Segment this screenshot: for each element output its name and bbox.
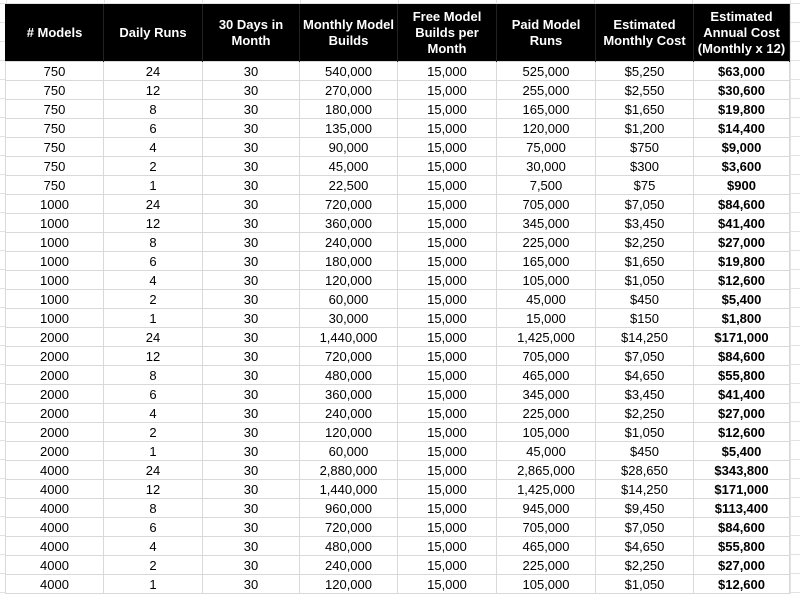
cell-annual-cost[interactable]: $171,000 <box>694 480 790 499</box>
table-row <box>6 233 790 252</box>
cell-monthly-builds[interactable]: 45,000 <box>300 157 398 176</box>
cell-monthly-builds[interactable]: 240,000 <box>300 233 398 252</box>
cell-daily-runs[interactable]: 8 <box>104 233 203 252</box>
cell-annual-cost[interactable]: $5,400 <box>694 442 790 461</box>
cell-models[interactable]: 4000 <box>6 556 104 575</box>
table-row <box>6 518 790 537</box>
cell-annual-cost[interactable]: $63,000 <box>694 62 790 81</box>
cell-daily-runs[interactable]: 6 <box>104 518 203 537</box>
cell-monthly-cost[interactable]: $150 <box>596 309 694 328</box>
table-row <box>6 499 790 518</box>
cell-days[interactable]: 30 <box>203 271 300 290</box>
cell-models[interactable]: 750 <box>6 176 104 195</box>
cell-monthly-builds[interactable]: 240,000 <box>300 404 398 423</box>
cell-days[interactable]: 30 <box>203 423 300 442</box>
table-body <box>6 62 790 594</box>
table-row <box>6 385 790 404</box>
cell-paid-runs[interactable]: 705,000 <box>497 195 596 214</box>
header-monthly-builds[interactable]: Monthly Model Builds <box>300 5 398 62</box>
cell-monthly-cost[interactable]: $1,050 <box>596 423 694 442</box>
cell-days[interactable]: 30 <box>203 499 300 518</box>
cell-monthly-builds[interactable]: 60,000 <box>300 290 398 309</box>
cell-monthly-builds[interactable]: 720,000 <box>300 518 398 537</box>
cell-monthly-builds[interactable]: 120,000 <box>300 423 398 442</box>
cell-models[interactable]: 2000 <box>6 423 104 442</box>
cell-monthly-builds[interactable]: 360,000 <box>300 385 398 404</box>
cell-daily-runs[interactable]: 8 <box>104 100 203 119</box>
cell-days[interactable]: 30 <box>203 575 300 594</box>
cell-daily-runs[interactable]: 4 <box>104 138 203 157</box>
cell-daily-runs[interactable]: 8 <box>104 499 203 518</box>
cell-daily-runs[interactable]: 1 <box>104 176 203 195</box>
cell-monthly-cost[interactable]: $2,550 <box>596 81 694 100</box>
cell-days[interactable]: 30 <box>203 81 300 100</box>
cell-monthly-builds[interactable]: 180,000 <box>300 100 398 119</box>
cell-monthly-cost[interactable]: $4,650 <box>596 537 694 556</box>
cell-models[interactable]: 4000 <box>6 537 104 556</box>
cell-daily-runs[interactable]: 24 <box>104 62 203 81</box>
cell-days[interactable]: 30 <box>203 461 300 480</box>
cell-paid-runs[interactable]: 225,000 <box>497 404 596 423</box>
cell-monthly-builds[interactable]: 180,000 <box>300 252 398 271</box>
cell-monthly-cost[interactable]: $3,450 <box>596 214 694 233</box>
cell-models[interactable]: 4000 <box>6 575 104 594</box>
cell-monthly-cost[interactable]: $75 <box>596 176 694 195</box>
cell-paid-runs[interactable]: 1,425,000 <box>497 328 596 347</box>
cell-annual-cost[interactable]: $27,000 <box>694 233 790 252</box>
cell-paid-runs[interactable]: 45,000 <box>497 290 596 309</box>
cell-daily-runs[interactable]: 12 <box>104 214 203 233</box>
cell-monthly-builds[interactable]: 30,000 <box>300 309 398 328</box>
cell-annual-cost[interactable]: $84,600 <box>694 518 790 537</box>
table-row <box>6 480 790 499</box>
table-row <box>6 309 790 328</box>
cell-daily-runs[interactable]: 12 <box>104 480 203 499</box>
table-row <box>6 575 790 594</box>
cell-models[interactable]: 1000 <box>6 195 104 214</box>
cell-models[interactable]: 2000 <box>6 404 104 423</box>
cell-annual-cost[interactable]: $113,400 <box>694 499 790 518</box>
cell-models[interactable]: 4000 <box>6 518 104 537</box>
cell-free-builds[interactable]: 15,000 <box>398 423 497 442</box>
cell-paid-runs[interactable]: 465,000 <box>497 366 596 385</box>
cell-days[interactable]: 30 <box>203 347 300 366</box>
cell-free-builds[interactable]: 15,000 <box>398 480 497 499</box>
table-row <box>6 290 790 309</box>
cell-models[interactable]: 750 <box>6 157 104 176</box>
table-row <box>6 328 790 347</box>
cell-free-builds[interactable]: 15,000 <box>398 195 497 214</box>
cell-annual-cost[interactable]: $55,800 <box>694 366 790 385</box>
cell-free-builds[interactable]: 15,000 <box>398 62 497 81</box>
cell-monthly-builds[interactable]: 540,000 <box>300 62 398 81</box>
cell-monthly-cost[interactable]: $1,200 <box>596 119 694 138</box>
cell-daily-runs[interactable]: 1 <box>104 575 203 594</box>
cell-monthly-builds[interactable]: 60,000 <box>300 442 398 461</box>
table-row <box>6 100 790 119</box>
cell-models[interactable]: 1000 <box>6 271 104 290</box>
cell-daily-runs[interactable]: 8 <box>104 366 203 385</box>
cell-daily-runs[interactable]: 2 <box>104 423 203 442</box>
cell-daily-runs[interactable]: 2 <box>104 157 203 176</box>
cell-models[interactable]: 1000 <box>6 214 104 233</box>
cell-monthly-cost[interactable]: $3,450 <box>596 385 694 404</box>
cell-models[interactable]: 1000 <box>6 309 104 328</box>
cell-daily-runs[interactable]: 1 <box>104 442 203 461</box>
cell-days[interactable]: 30 <box>203 385 300 404</box>
cell-paid-runs[interactable]: 30,000 <box>497 157 596 176</box>
cell-annual-cost[interactable]: $12,600 <box>694 423 790 442</box>
cell-models[interactable]: 2000 <box>6 366 104 385</box>
cell-models[interactable]: 4000 <box>6 499 104 518</box>
cell-annual-cost[interactable]: $12,600 <box>694 575 790 594</box>
cell-free-builds[interactable]: 15,000 <box>398 461 497 480</box>
cell-days[interactable]: 30 <box>203 157 300 176</box>
cell-monthly-builds[interactable]: 480,000 <box>300 366 398 385</box>
cell-days[interactable]: 30 <box>203 119 300 138</box>
cell-annual-cost[interactable]: $343,800 <box>694 461 790 480</box>
cell-free-builds[interactable]: 15,000 <box>398 328 497 347</box>
cell-annual-cost[interactable]: $9,000 <box>694 138 790 157</box>
header-models[interactable]: # Models <box>6 5 104 62</box>
header-row <box>6 5 790 62</box>
cell-monthly-cost[interactable]: $28,650 <box>596 461 694 480</box>
cell-annual-cost[interactable]: $900 <box>694 176 790 195</box>
cell-daily-runs[interactable]: 2 <box>104 290 203 309</box>
cell-free-builds[interactable]: 15,000 <box>398 214 497 233</box>
cell-monthly-builds[interactable]: 360,000 <box>300 214 398 233</box>
cell-free-builds[interactable]: 15,000 <box>398 119 497 138</box>
cell-free-builds[interactable]: 15,000 <box>398 404 497 423</box>
cell-free-builds[interactable]: 15,000 <box>398 157 497 176</box>
cell-models[interactable]: 2000 <box>6 328 104 347</box>
cell-monthly-builds[interactable]: 720,000 <box>300 347 398 366</box>
cell-daily-runs[interactable]: 12 <box>104 81 203 100</box>
table-row <box>6 271 790 290</box>
cell-monthly-builds[interactable]: 120,000 <box>300 575 398 594</box>
table-row <box>6 138 790 157</box>
cell-paid-runs[interactable]: 105,000 <box>497 423 596 442</box>
header-annual-cost[interactable]: Estimated Annual Cost (Monthly x 12) <box>694 5 790 62</box>
cell-monthly-builds[interactable]: 90,000 <box>300 138 398 157</box>
cell-monthly-cost[interactable]: $1,650 <box>596 100 694 119</box>
cell-monthly-cost[interactable]: $4,650 <box>596 366 694 385</box>
cell-days[interactable]: 30 <box>203 100 300 119</box>
cost-estimate-table <box>5 4 790 594</box>
cell-annual-cost[interactable]: $84,600 <box>694 195 790 214</box>
cell-free-builds[interactable]: 15,000 <box>398 252 497 271</box>
cell-days[interactable]: 30 <box>203 252 300 271</box>
cell-days[interactable]: 30 <box>203 518 300 537</box>
cell-models[interactable]: 1000 <box>6 252 104 271</box>
cell-monthly-builds[interactable]: 270,000 <box>300 81 398 100</box>
cell-paid-runs[interactable]: 345,000 <box>497 385 596 404</box>
cell-days[interactable]: 30 <box>203 366 300 385</box>
cell-annual-cost[interactable]: $171,000 <box>694 328 790 347</box>
cell-monthly-cost[interactable]: $1,050 <box>596 271 694 290</box>
cell-paid-runs[interactable]: 75,000 <box>497 138 596 157</box>
cell-daily-runs[interactable]: 4 <box>104 404 203 423</box>
cell-annual-cost[interactable]: $19,800 <box>694 100 790 119</box>
cell-free-builds[interactable]: 15,000 <box>398 138 497 157</box>
cell-models[interactable]: 4000 <box>6 480 104 499</box>
cell-monthly-builds[interactable]: 480,000 <box>300 537 398 556</box>
cell-models[interactable]: 750 <box>6 100 104 119</box>
cell-monthly-cost[interactable]: $1,650 <box>596 252 694 271</box>
cell-monthly-cost[interactable]: $300 <box>596 157 694 176</box>
cell-monthly-cost[interactable]: $2,250 <box>596 556 694 575</box>
table-row <box>6 62 790 81</box>
cell-paid-runs[interactable]: 225,000 <box>497 233 596 252</box>
cell-days[interactable]: 30 <box>203 62 300 81</box>
cell-free-builds[interactable]: 15,000 <box>398 518 497 537</box>
table-row <box>6 556 790 575</box>
cell-days[interactable]: 30 <box>203 176 300 195</box>
cell-free-builds[interactable]: 15,000 <box>398 309 497 328</box>
cell-annual-cost[interactable]: $5,400 <box>694 290 790 309</box>
cell-free-builds[interactable]: 15,000 <box>398 290 497 309</box>
cell-days[interactable]: 30 <box>203 537 300 556</box>
cell-free-builds[interactable]: 15,000 <box>398 233 497 252</box>
table-row <box>6 537 790 556</box>
table-row <box>6 252 790 271</box>
cell-annual-cost[interactable]: $19,800 <box>694 252 790 271</box>
table-row <box>6 347 790 366</box>
cell-paid-runs[interactable]: 165,000 <box>497 252 596 271</box>
header-daily-runs[interactable]: Daily Runs <box>104 5 203 62</box>
cell-models[interactable]: 750 <box>6 119 104 138</box>
cell-daily-runs[interactable]: 6 <box>104 385 203 404</box>
table-row <box>6 119 790 138</box>
cell-daily-runs[interactable]: 24 <box>104 461 203 480</box>
cell-monthly-cost[interactable]: $450 <box>596 290 694 309</box>
cell-monthly-builds[interactable]: 22,500 <box>300 176 398 195</box>
cell-days[interactable]: 30 <box>203 404 300 423</box>
cell-days[interactable]: 30 <box>203 290 300 309</box>
cell-paid-runs[interactable]: 705,000 <box>497 347 596 366</box>
cell-free-builds[interactable]: 15,000 <box>398 271 497 290</box>
table-row <box>6 176 790 195</box>
cell-annual-cost[interactable]: $30,600 <box>694 81 790 100</box>
cell-free-builds[interactable]: 15,000 <box>398 347 497 366</box>
table-row <box>6 461 790 480</box>
header-days-in-month[interactable]: 30 Days in Month <box>203 5 300 62</box>
header-monthly-cost[interactable]: Estimated Monthly Cost <box>596 5 694 62</box>
cell-monthly-builds[interactable]: 120,000 <box>300 271 398 290</box>
cell-paid-runs[interactable]: 7,500 <box>497 176 596 195</box>
table-row <box>6 157 790 176</box>
cell-paid-runs[interactable]: 105,000 <box>497 271 596 290</box>
cell-annual-cost[interactable]: $12,600 <box>694 271 790 290</box>
cell-monthly-cost[interactable]: $750 <box>596 138 694 157</box>
cell-paid-runs[interactable]: 465,000 <box>497 537 596 556</box>
cell-annual-cost[interactable]: $14,400 <box>694 119 790 138</box>
cell-days[interactable]: 30 <box>203 328 300 347</box>
cell-annual-cost[interactable]: $41,400 <box>694 214 790 233</box>
cell-models[interactable]: 1000 <box>6 290 104 309</box>
table-row <box>6 366 790 385</box>
cell-paid-runs[interactable]: 225,000 <box>497 556 596 575</box>
cell-monthly-cost[interactable]: $5,250 <box>596 62 694 81</box>
cell-monthly-cost[interactable]: $9,450 <box>596 499 694 518</box>
cell-days[interactable]: 30 <box>203 195 300 214</box>
cell-paid-runs[interactable]: 120,000 <box>497 119 596 138</box>
table-row <box>6 195 790 214</box>
cell-daily-runs[interactable]: 6 <box>104 119 203 138</box>
cell-free-builds[interactable]: 15,000 <box>398 176 497 195</box>
cell-monthly-builds[interactable]: 240,000 <box>300 556 398 575</box>
header-free-builds[interactable]: Free Model Builds per Month <box>398 5 497 62</box>
cell-free-builds[interactable]: 15,000 <box>398 575 497 594</box>
cell-annual-cost[interactable]: $27,000 <box>694 404 790 423</box>
cell-models[interactable]: 4000 <box>6 461 104 480</box>
cell-free-builds[interactable]: 15,000 <box>398 100 497 119</box>
cell-models[interactable]: 2000 <box>6 442 104 461</box>
cell-paid-runs[interactable]: 45,000 <box>497 442 596 461</box>
table-row <box>6 423 790 442</box>
header-paid-runs[interactable]: Paid Model Runs <box>497 5 596 62</box>
cell-monthly-cost[interactable]: $2,250 <box>596 233 694 252</box>
table-row <box>6 442 790 461</box>
cell-free-builds[interactable]: 15,000 <box>398 366 497 385</box>
cell-days[interactable]: 30 <box>203 556 300 575</box>
cell-paid-runs[interactable]: 255,000 <box>497 81 596 100</box>
cell-daily-runs[interactable]: 24 <box>104 195 203 214</box>
cell-daily-runs[interactable]: 12 <box>104 347 203 366</box>
cell-paid-runs[interactable]: 345,000 <box>497 214 596 233</box>
cell-paid-runs[interactable]: 165,000 <box>497 100 596 119</box>
cell-monthly-builds[interactable]: 135,000 <box>300 119 398 138</box>
cell-paid-runs[interactable]: 15,000 <box>497 309 596 328</box>
cell-monthly-builds[interactable]: 2,880,000 <box>300 461 398 480</box>
table-row <box>6 214 790 233</box>
cell-daily-runs[interactable]: 1 <box>104 309 203 328</box>
cell-days[interactable]: 30 <box>203 480 300 499</box>
cell-free-builds[interactable]: 15,000 <box>398 556 497 575</box>
cell-monthly-builds[interactable]: 960,000 <box>300 499 398 518</box>
cell-monthly-builds[interactable]: 1,440,000 <box>300 480 398 499</box>
cell-monthly-cost[interactable]: $1,050 <box>596 575 694 594</box>
cell-models[interactable]: 750 <box>6 81 104 100</box>
table-row <box>6 404 790 423</box>
cell-paid-runs[interactable]: 2,865,000 <box>497 461 596 480</box>
cell-paid-runs[interactable]: 1,425,000 <box>497 480 596 499</box>
cell-days[interactable]: 30 <box>203 138 300 157</box>
cell-paid-runs[interactable]: 105,000 <box>497 575 596 594</box>
cell-models[interactable]: 1000 <box>6 233 104 252</box>
cell-daily-runs[interactable]: 6 <box>104 252 203 271</box>
cell-annual-cost[interactable]: $1,800 <box>694 309 790 328</box>
cell-annual-cost[interactable]: $84,600 <box>694 347 790 366</box>
cell-daily-runs[interactable]: 2 <box>104 556 203 575</box>
cell-monthly-cost[interactable]: $2,250 <box>596 404 694 423</box>
cell-daily-runs[interactable]: 4 <box>104 537 203 556</box>
cell-paid-runs[interactable]: 705,000 <box>497 518 596 537</box>
cell-models[interactable]: 750 <box>6 62 104 81</box>
cell-free-builds[interactable]: 15,000 <box>398 442 497 461</box>
cell-monthly-builds[interactable]: 720,000 <box>300 195 398 214</box>
cell-days[interactable]: 30 <box>203 309 300 328</box>
table-row <box>6 81 790 100</box>
cell-models[interactable]: 750 <box>6 138 104 157</box>
cell-days[interactable]: 30 <box>203 442 300 461</box>
cell-paid-runs[interactable]: 525,000 <box>497 62 596 81</box>
cell-free-builds[interactable]: 15,000 <box>398 537 497 556</box>
cell-annual-cost[interactable]: $3,600 <box>694 157 790 176</box>
cell-monthly-builds[interactable]: 1,440,000 <box>300 328 398 347</box>
cell-monthly-cost[interactable]: $7,050 <box>596 518 694 537</box>
cell-annual-cost[interactable]: $55,800 <box>694 537 790 556</box>
cell-free-builds[interactable]: 15,000 <box>398 385 497 404</box>
cell-annual-cost[interactable]: $41,400 <box>694 385 790 404</box>
cell-monthly-cost[interactable]: $7,050 <box>596 195 694 214</box>
cell-paid-runs[interactable]: 945,000 <box>497 499 596 518</box>
cell-days[interactable]: 30 <box>203 233 300 252</box>
cell-monthly-cost[interactable]: $7,050 <box>596 347 694 366</box>
cell-daily-runs[interactable]: 24 <box>104 328 203 347</box>
cell-monthly-cost[interactable]: $14,250 <box>596 328 694 347</box>
cell-free-builds[interactable]: 15,000 <box>398 81 497 100</box>
cell-annual-cost[interactable]: $27,000 <box>694 556 790 575</box>
cell-monthly-cost[interactable]: $14,250 <box>596 480 694 499</box>
cell-monthly-cost[interactable]: $450 <box>596 442 694 461</box>
cell-models[interactable]: 2000 <box>6 347 104 366</box>
cell-models[interactable]: 2000 <box>6 385 104 404</box>
cell-days[interactable]: 30 <box>203 214 300 233</box>
cell-daily-runs[interactable]: 4 <box>104 271 203 290</box>
cell-free-builds[interactable]: 15,000 <box>398 499 497 518</box>
